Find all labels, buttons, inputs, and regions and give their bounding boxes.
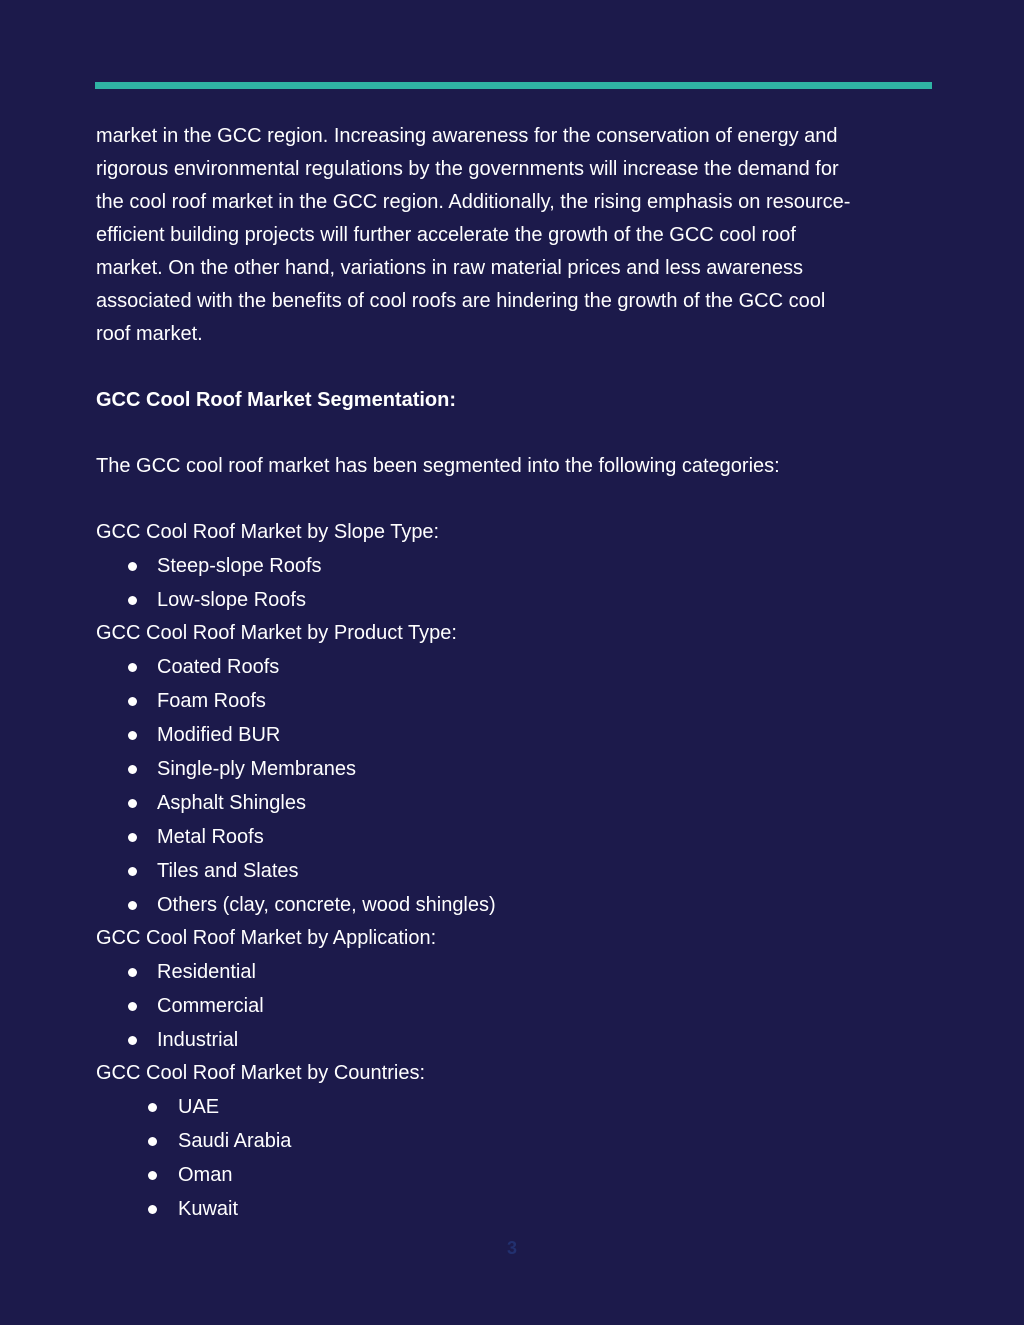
bullet-icon — [128, 697, 137, 706]
segmentation-lead: The GCC cool roof market has been segmented into the following categories: — [96, 455, 780, 477]
group-title-application: GCC Cool Roof Market by Application: — [96, 927, 437, 949]
group-title-slope-type: GCC Cool Roof Market by Slope Type: — [96, 521, 440, 543]
bullet-icon — [148, 1103, 157, 1112]
countries-list — [96, 1090, 926, 1226]
list-item: Asphalt Shingles — [96, 786, 926, 820]
list-item: UAE — [96, 1090, 926, 1124]
list-item: Coated Roofs — [96, 650, 926, 684]
list-item: Residential — [96, 955, 926, 989]
bullet-icon — [128, 1002, 137, 1011]
page-content — [96, 120, 926, 1226]
product-type-list — [96, 650, 926, 922]
intro-line: market in the GCC region. Increasing awareness for the conservation of energy and — [96, 125, 838, 147]
intro-line: rigorous environmental regulations by the governments will increase the demand for — [96, 158, 839, 180]
list-item: Saudi Arabia — [96, 1124, 926, 1158]
intro-line: roof market. — [96, 323, 203, 345]
application-list — [96, 955, 926, 1057]
bullet-icon — [128, 596, 137, 605]
segmentation-heading: GCC Cool Roof Market Segmentation: — [96, 389, 457, 411]
bullet-icon — [128, 562, 137, 571]
group-title-product-type: GCC Cool Roof Market by Product Type: — [96, 622, 457, 644]
bullet-icon — [128, 833, 137, 842]
list-item: Foam Roofs — [96, 684, 926, 718]
page-number: 3 — [506, 1238, 517, 1258]
intro-line: efficient building projects will further accelerate the growth of the GCC cool roof — [96, 224, 796, 246]
list-item: Oman — [96, 1158, 926, 1192]
list-item: Commercial — [96, 989, 926, 1023]
list-item: Kuwait — [96, 1192, 926, 1226]
list-item: Others (clay, concrete, wood shingles) — [96, 888, 926, 922]
intro-line: the cool roof market in the GCC region. Additionally, the rising emphasis on resource- — [96, 191, 851, 213]
bullet-icon — [148, 1137, 157, 1146]
list-item: Industrial — [96, 1023, 926, 1057]
bullet-icon — [128, 901, 137, 910]
list-item: Modified BUR — [96, 718, 926, 752]
top-accent-rule — [95, 82, 932, 89]
group-title-countries: GCC Cool Roof Market by Countries: — [96, 1062, 426, 1084]
intro-paragraph — [96, 120, 926, 351]
list-item: Steep-slope Roofs — [96, 549, 926, 583]
list-item: Metal Roofs — [96, 820, 926, 854]
intro-line: associated with the benefits of cool roofs are hindering the growth of the GCC cool — [96, 290, 826, 312]
bullet-icon — [128, 1036, 137, 1045]
list-item: Low-slope Roofs — [96, 583, 926, 617]
list-item: Single-ply Membranes — [96, 752, 926, 786]
slope-type-list — [96, 549, 926, 617]
bullet-icon — [148, 1171, 157, 1180]
bullet-icon — [128, 799, 137, 808]
list-item: Tiles and Slates — [96, 854, 926, 888]
bullet-icon — [128, 663, 137, 672]
intro-line: market. On the other hand, variations in raw material prices and less awareness — [96, 257, 804, 279]
bullet-icon — [148, 1205, 157, 1214]
bullet-icon — [128, 765, 137, 774]
bullet-icon — [128, 731, 137, 740]
bullet-icon — [128, 968, 137, 977]
bullet-icon — [128, 867, 137, 876]
